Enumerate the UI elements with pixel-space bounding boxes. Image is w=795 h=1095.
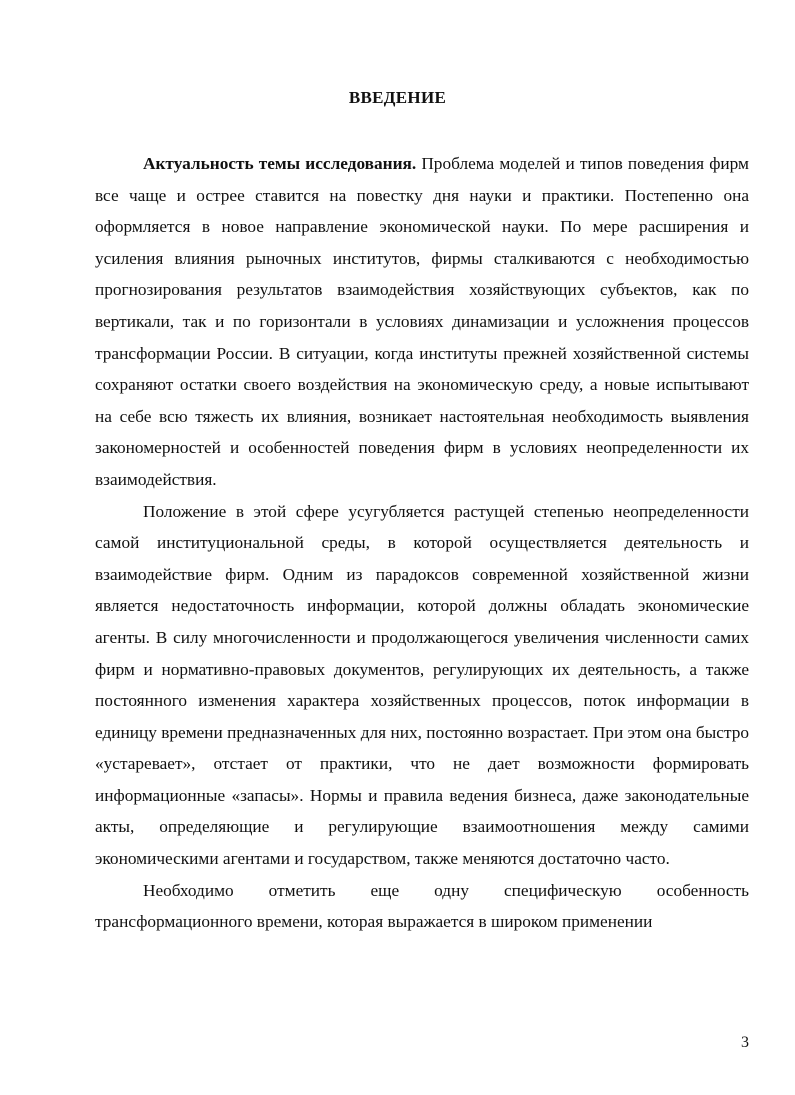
paragraph-lead: Актуальность темы исследования. — [143, 154, 417, 173]
paragraph-text: Необходимо отметить еще одну специфическую особенность трансформационного времени, которая выражается в широком применении — [95, 880, 749, 932]
page-title: ВВЕДЕНИЕ — [348, 88, 447, 107]
paragraph-text: Проблема моделей и типов поведения фирм все чаще и острее ставится на повестку дня науки и практики. Постепенно она оформляется в новое направление экономической науки. По мере расширения и усиления влияния рыночных институтов, фирмы сталкиваются с необходимостью прогнозирования результатов взаимодействия хозяйствующих субъектов, как по вертикали, так и по горизонтали в условиях динамизации и усложнения процессов трансформации России. В ситуации, когда институты прежней хозяйственной системы сохраняют остатки своего воздействия на экономическую среду, а новые испытывают на себе всю тяжесть их влияния, возникает настоятельная необходимость выявления закономерностей и особенностей поведения фирм в условиях неопределенности их взаимодействия. — [95, 154, 749, 489]
page-number: 3 — [741, 1034, 749, 1051]
body-text — [95, 148, 749, 938]
paragraph-text: Положение в этой сфере усугубляется растущей степенью неопределенности самой институциональной среды, в которой осуществляется деятельность и взаимодействие фирм. Одним из парадоксов современной хозяйственной жизни является недостаточность информации, которой должны обладать экономические агенты. В силу многочисленности и продолжающегося увеличения численности самих фирм и нормативно-правовых документов, регулирующих их деятельность, а также постоянного изменения характера хозяйственных процессов, поток информации в единицу времени предназначенных для них, постоянно возрастает. При этом она быстро «устаревает», отстает от практики, что не дает возможности формировать информационные «запасы». Нормы и правила ведения бизнеса, даже законодательные акты, определяющие и регулирующие взаимоотношения между самими экономическими агентами и государством, также меняются достаточно часто. — [95, 501, 749, 869]
paragraph-transformation — [95, 875, 749, 938]
paragraph-uncertainty — [95, 496, 749, 875]
paragraph-relevance — [95, 148, 749, 496]
